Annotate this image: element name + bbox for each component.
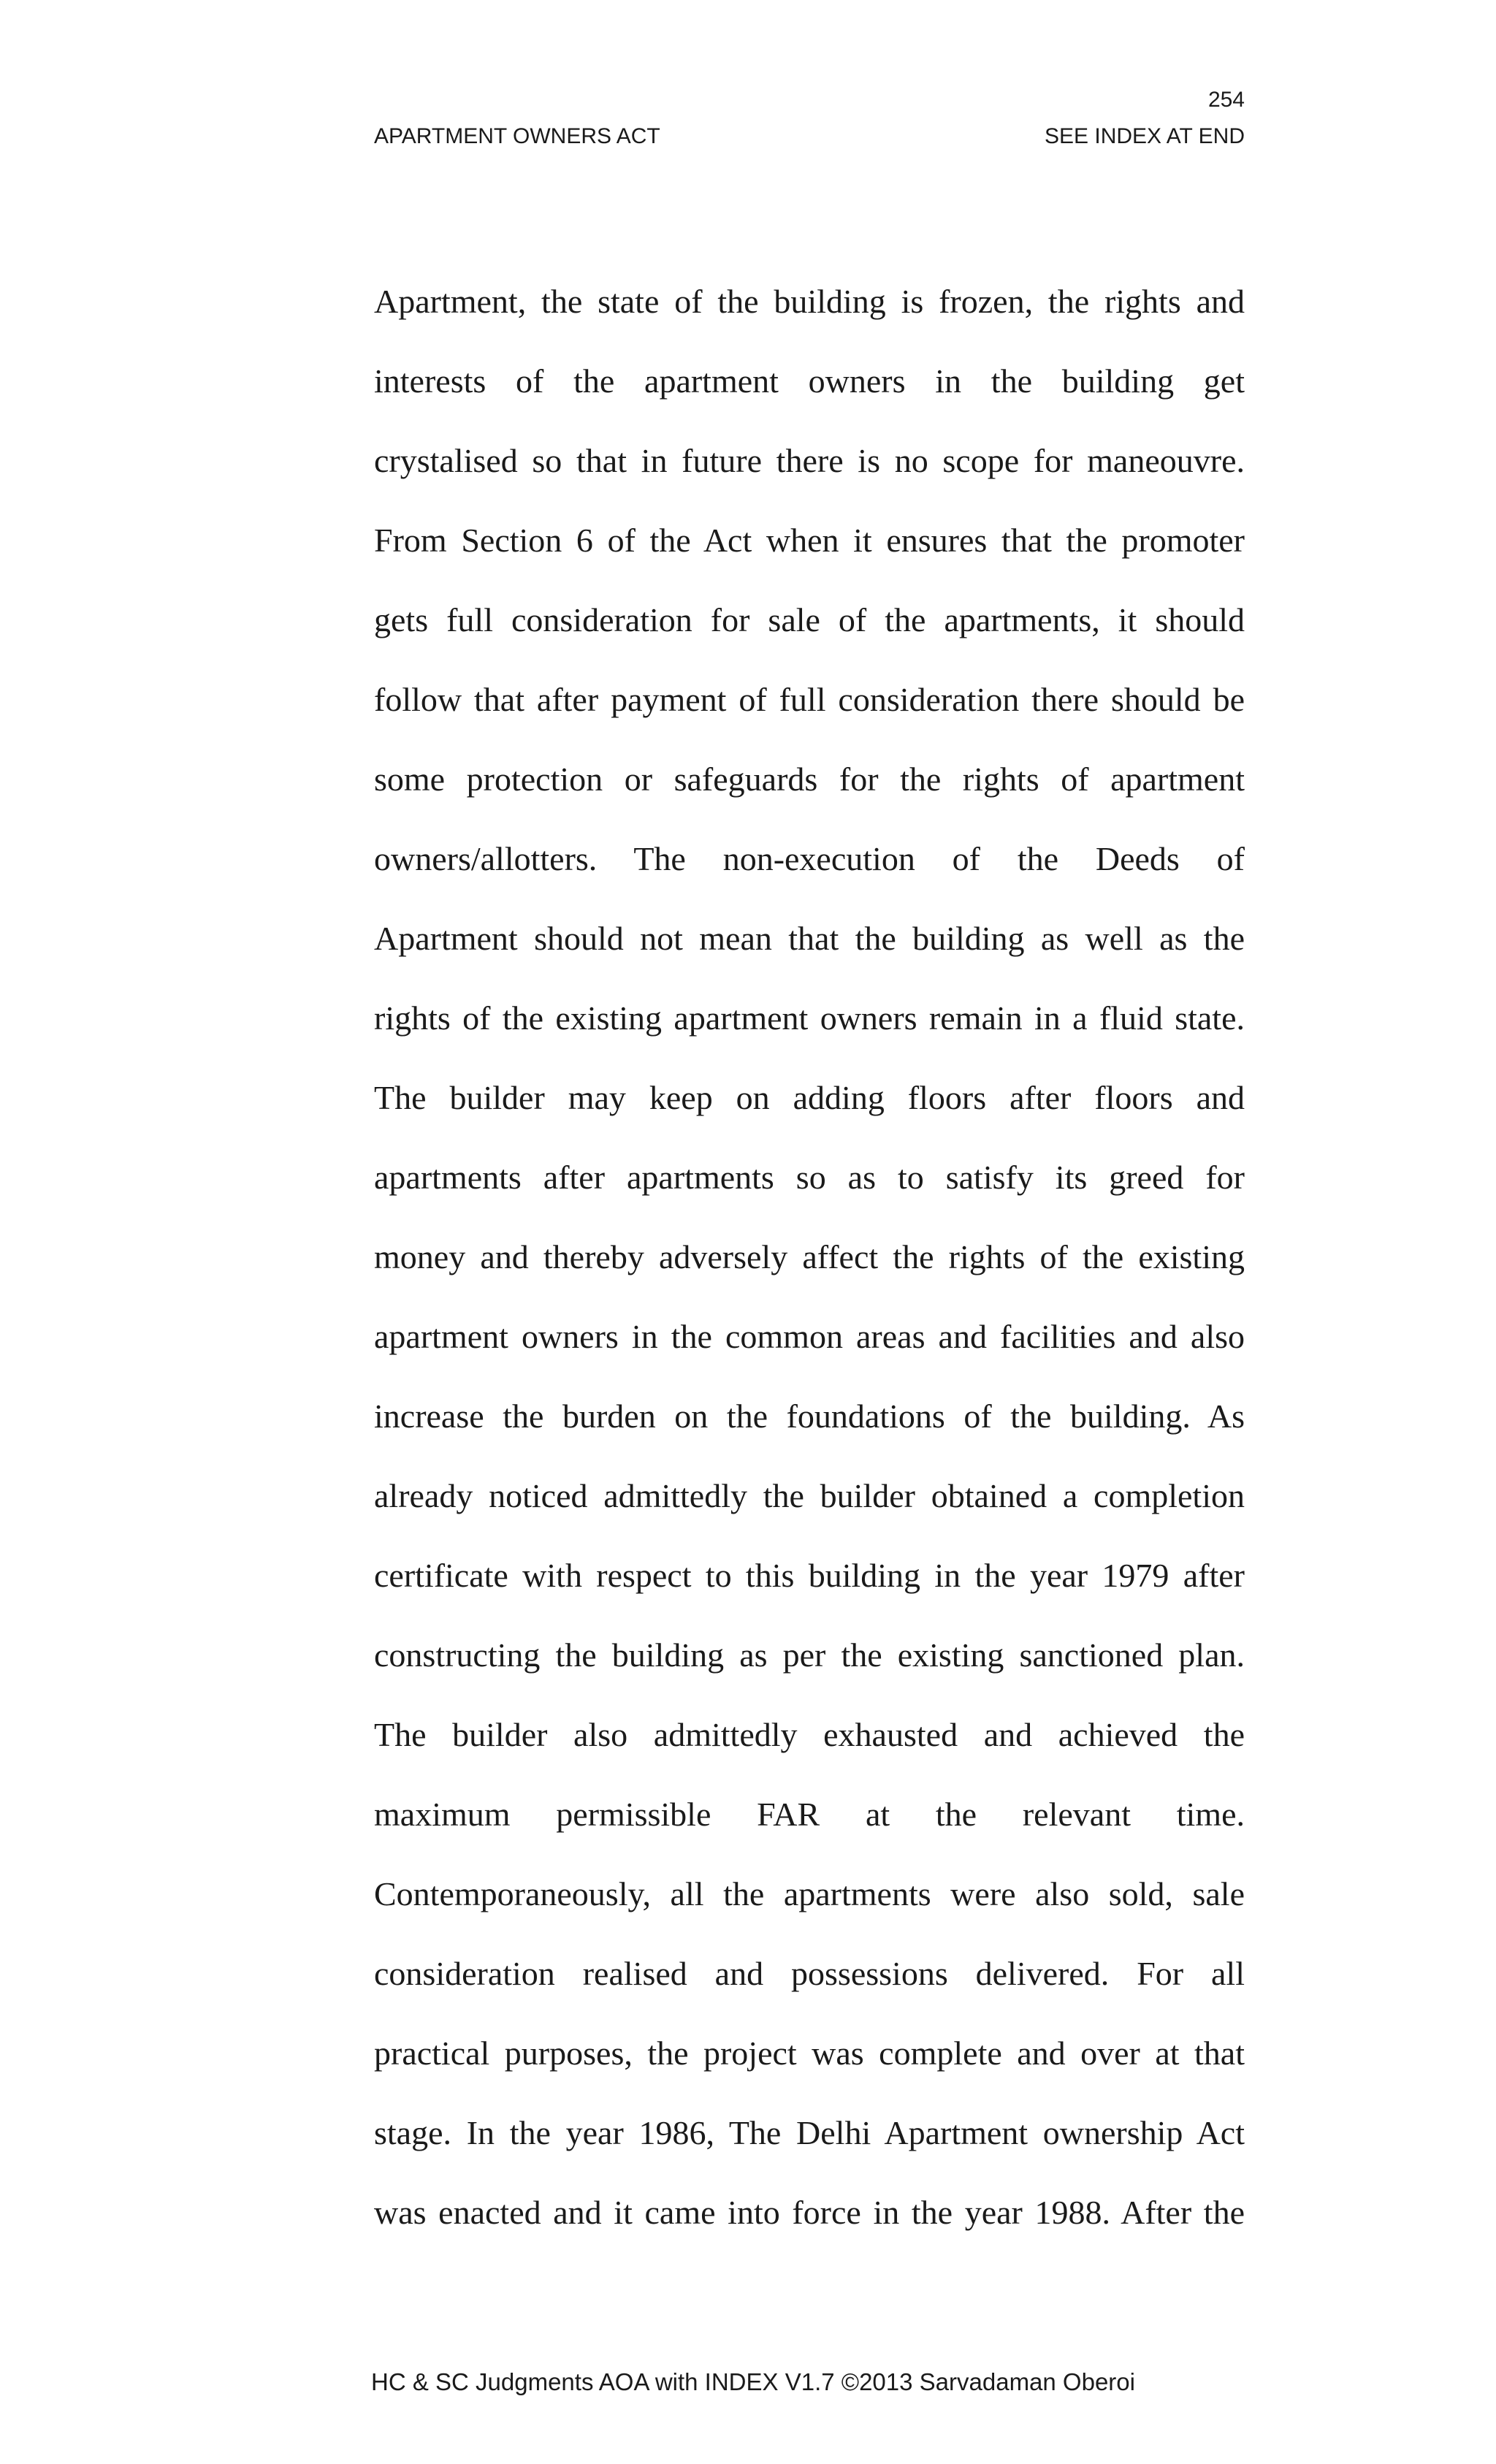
text-line: interests of the apartment owners in the building get bbox=[374, 362, 1245, 400]
text-line: Apartment, the state of the building is frozen, the rights and bbox=[374, 283, 1245, 320]
text-line: certificate with respect to this building in the year 1979 after bbox=[374, 1557, 1245, 1594]
header-title: APARTMENT OWNERS ACT bbox=[374, 124, 660, 148]
text-line: gets full consideration for sale of the apartments, it should bbox=[374, 601, 1245, 638]
text-line: increase the burden on the foundations of the building. As bbox=[374, 1397, 1245, 1435]
text-line: practical purposes, the project was complete and over at that bbox=[374, 2034, 1245, 2072]
text-line: constructing the building as per the existing sanctioned plan. bbox=[374, 1636, 1245, 1674]
text-line: Apartment should not mean that the building as well as the bbox=[374, 920, 1245, 957]
page-number: 254 bbox=[1207, 88, 1245, 112]
text-line: From Section 6 of the Act when it ensures that the promoter bbox=[374, 522, 1245, 559]
text-line: consideration realised and possessions delivered. For all bbox=[374, 1955, 1245, 1992]
text-line: Contemporaneously, all the apartments were also sold, sale bbox=[374, 1875, 1245, 1912]
text-line: The builder may keep on adding floors after floors and bbox=[374, 1079, 1245, 1116]
text-line: rights of the existing apartment owners remain in a fluid state. bbox=[374, 999, 1245, 1037]
text-line: money and thereby adversely affect the rights of the existing bbox=[374, 1238, 1245, 1275]
running-header bbox=[374, 126, 1245, 148]
text-line: owners/allotters. The non-execution of the Deeds of bbox=[374, 840, 1245, 877]
text-line: apartments after apartments so as to satisfy its greed for bbox=[374, 1159, 1245, 1196]
text-line: stage. In the year 1986, The Delhi Apartment ownership Act bbox=[374, 2114, 1245, 2151]
text-line: apartment owners in the common areas and facilities and also bbox=[374, 1318, 1245, 1355]
text-line: The builder also admittedly exhausted and achieved the bbox=[374, 1716, 1245, 1753]
body-paragraph bbox=[374, 262, 1245, 2252]
text-line: follow that after payment of full consideration there should be bbox=[374, 681, 1245, 718]
text-line: crystalised so that in future there is no scope for maneouvre. bbox=[374, 442, 1245, 479]
text-line: was enacted and it came into force in the year 1988. After the bbox=[374, 2194, 1245, 2231]
page-footer: HC & SC Judgments AOA with INDEX V1.7 ©2013 Sarvadaman Oberoi bbox=[371, 2368, 1135, 2395]
text-line: maximum permissible FAR at the relevant time. bbox=[374, 1796, 1245, 1833]
text-line: some protection or safeguards for the rights of apartment bbox=[374, 760, 1245, 798]
text-line: already noticed admittedly the builder obtained a completion bbox=[374, 1477, 1245, 1514]
header-index-note: SEE INDEX AT END bbox=[1045, 124, 1245, 148]
